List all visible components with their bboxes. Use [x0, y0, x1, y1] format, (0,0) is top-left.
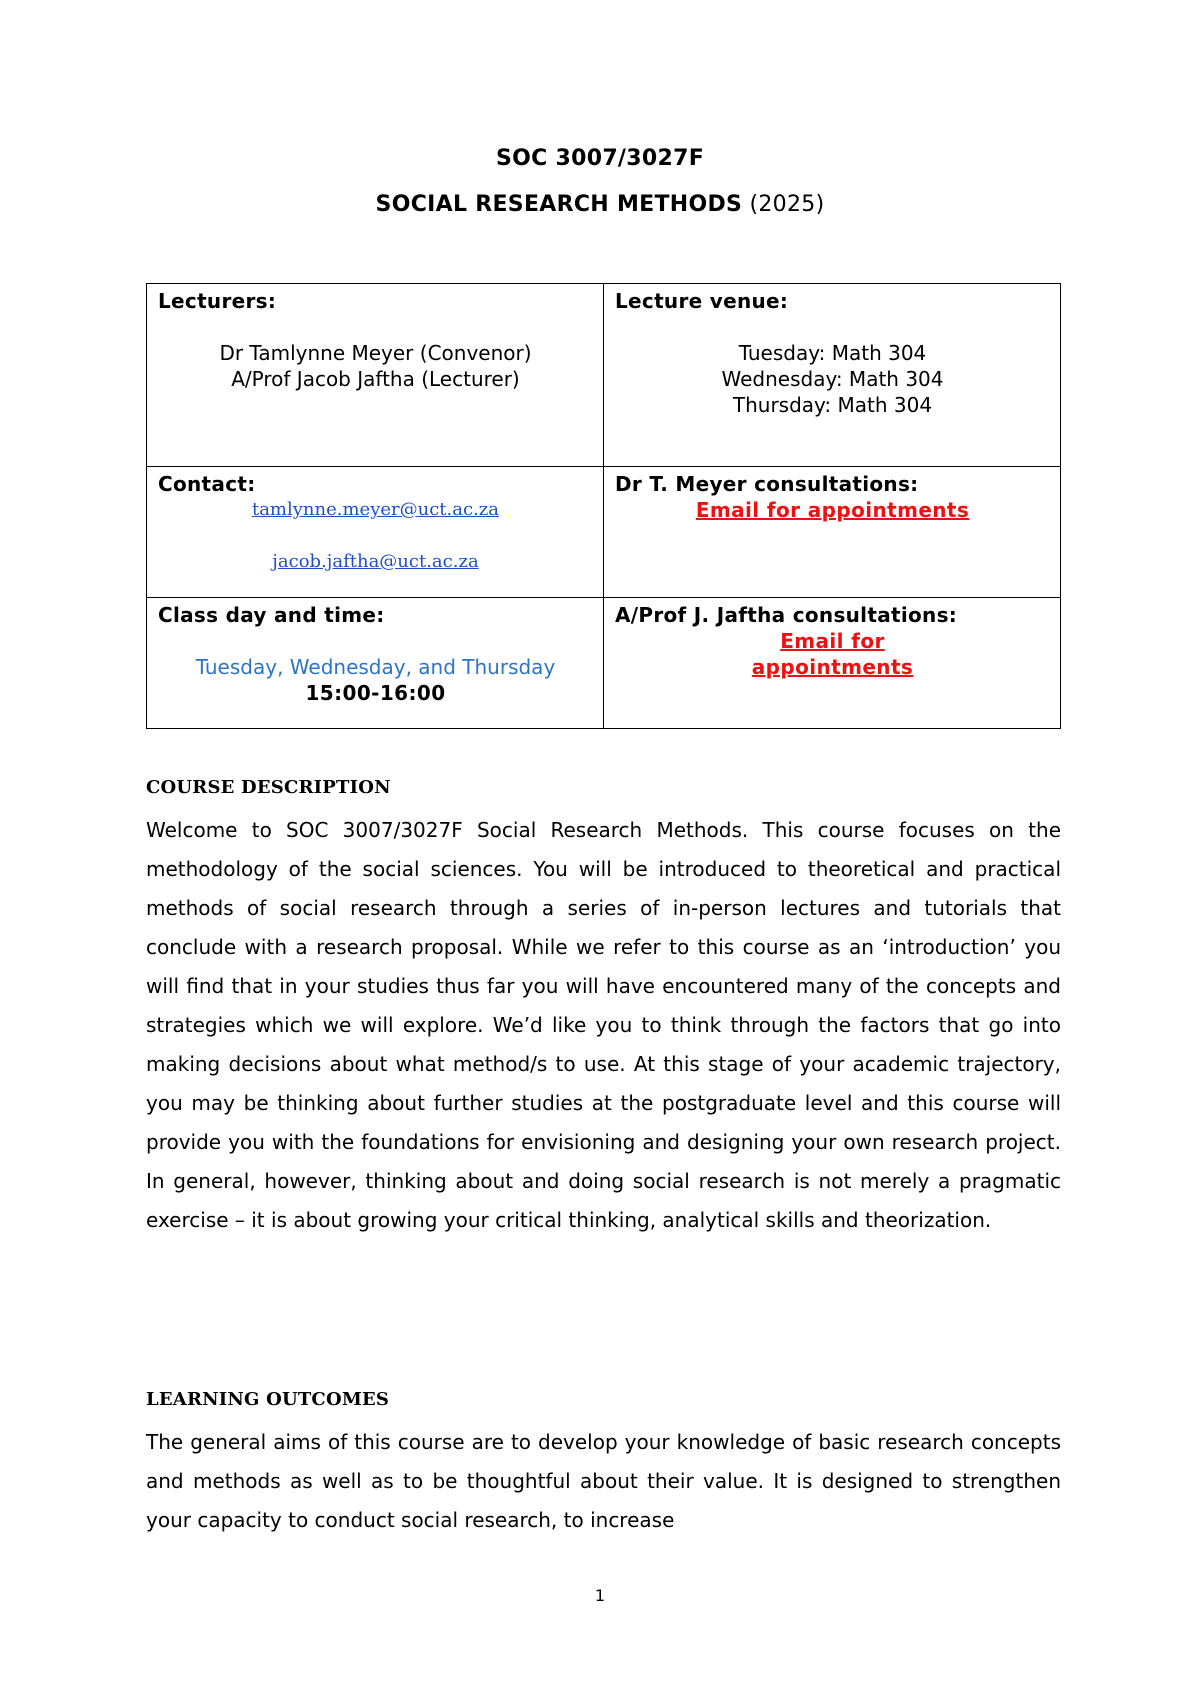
course-title: SOCIAL RESEARCH METHODS: [375, 192, 743, 217]
jaftha-consultations-label: A/Prof J. Jaftha consultations:: [615, 603, 958, 627]
course-info-table: [146, 283, 1061, 729]
class-time-label: Class day and time:: [158, 603, 385, 627]
jaftha-appointment-link[interactable]: appointments: [751, 655, 914, 679]
course-year: (2025): [742, 192, 825, 217]
jaftha-consultations-cell: [604, 598, 1061, 729]
contact-label: Contact:: [158, 472, 256, 496]
email-link-jaftha[interactable]: jacob.jaftha@uct.ac.za: [272, 551, 479, 572]
lecturer-name: A/Prof Jacob Jaftha (Lecturer): [231, 367, 520, 391]
email-link-meyer[interactable]: tamlynne.meyer@uct.ac.za: [251, 499, 500, 520]
meyer-appointment-link[interactable]: Email for appointments: [695, 498, 970, 522]
learning-outcomes-text: The general aims of this course are to develop your knowledge of basic research concepts and methods as well as to be thoughtful about their value. It is designed to strengthen your capacity to conduct social research, to increase: [146, 1430, 1061, 1532]
course-description-text: Welcome to SOC 3007/3027F Social Research Methods. This course focuses on the methodology of the social sciences. You will be introduced to theoretical and practical methods of social research through a series of in-person lectures and tutorials that conclude with a research proposal. While we refer to this course as an ‘introduction’ you will find that in your studies thus far you will have encountered many of the concepts and strategies which we will explore. We’d like you to think through the factors that go into making decisions about what method/s to use. At this stage of your academic trajectory, you may be thinking about further studies at the postgraduate level and this course will provide you with the foundations for envisioning and designing your own research project. In general, however, thinking about and doing social research is not merely a pragmatic exercise – it is about growing your critical thinking, analytical skills and theorization.: [146, 818, 1061, 1232]
class-days: Tuesday, Wednesday, and Thursday: [195, 655, 556, 679]
venue-cell: [604, 284, 1061, 467]
venue-line: Wednesday: Math 304: [721, 367, 944, 391]
lecturer-name: Dr Tamlynne Meyer (Convenor): [219, 341, 532, 365]
lecturers-label: Lecturers:: [158, 289, 277, 313]
class-time: 15:00-16:00: [305, 681, 446, 705]
learning-outcomes-heading: LEARNING OUTCOMES: [146, 1389, 390, 1410]
class-time-cell: [147, 598, 604, 729]
venue-line: Tuesday: Math 304: [738, 341, 927, 365]
jaftha-appointment-link[interactable]: Email for: [780, 629, 885, 653]
venue-line: Thursday: Math 304: [732, 393, 933, 417]
meyer-consultations-label: Dr T. Meyer consultations:: [615, 472, 919, 496]
lecturers-cell: [147, 284, 604, 467]
contact-cell: [147, 467, 604, 598]
page-number: 1: [594, 1586, 606, 1605]
venue-label: Lecture venue:: [615, 289, 789, 313]
course-description-heading: COURSE DESCRIPTION: [146, 777, 391, 798]
meyer-consultations-cell: [604, 467, 1061, 598]
course-code-title: SOC 3007/3027F: [495, 146, 705, 171]
course-name-title: [0, 192, 1200, 217]
